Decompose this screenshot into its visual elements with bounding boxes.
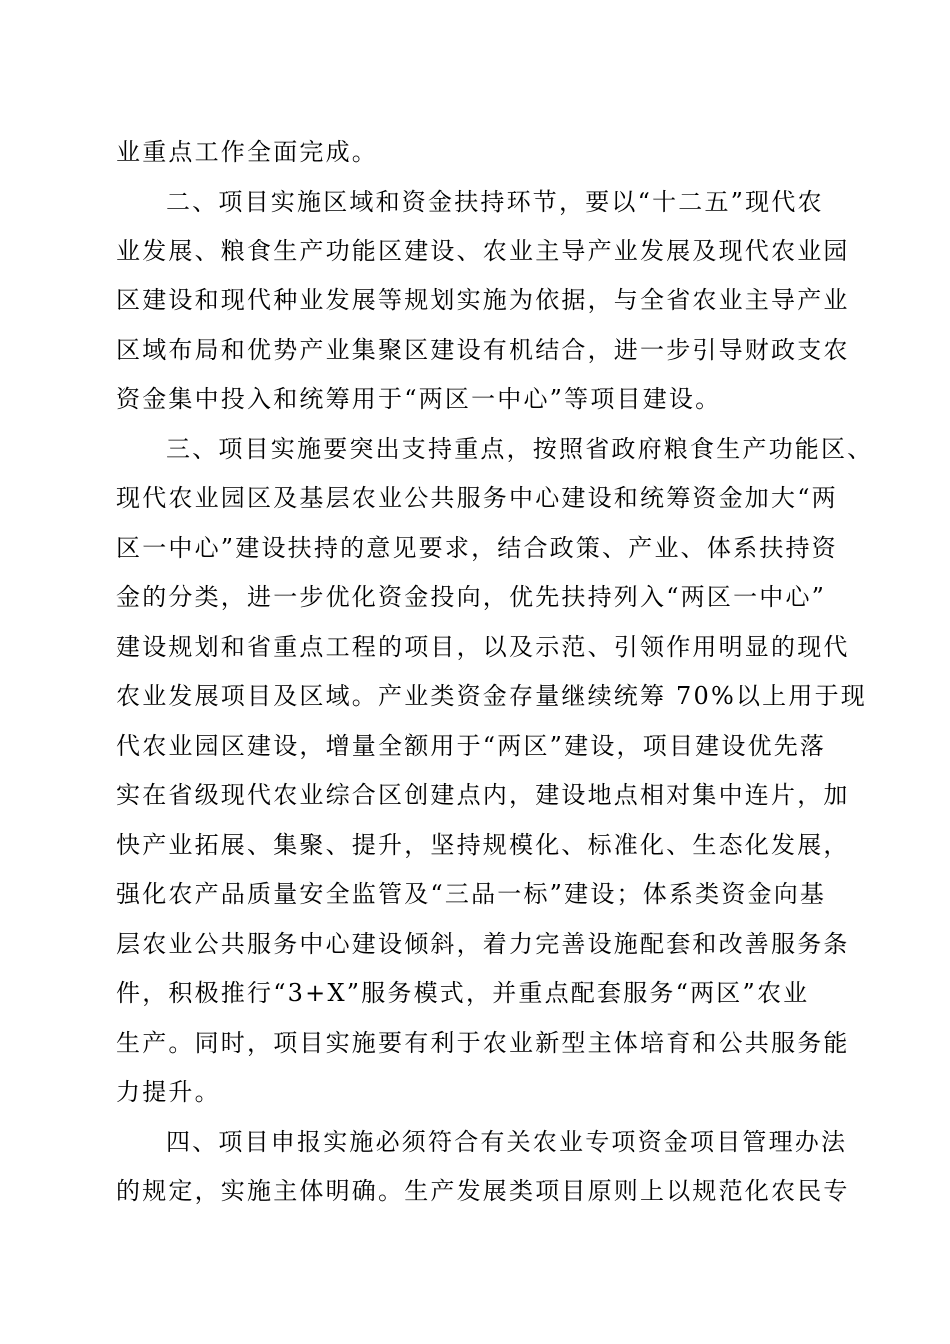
paragraph-start-line: 四、项目申报实施必须符合有关农业专项资金项目管理办法 [166, 1128, 848, 1156]
text-line: 力提升。 [116, 1078, 221, 1106]
text-line: 层农业公共服务中心建设倾斜，着力完善设施配套和改善服务条 [116, 930, 850, 958]
text-line: 件，积极推行“3+X”服务模式，并重点配套服务“两区”农业 [116, 979, 810, 1007]
text-line: 业重点工作全面完成。 [116, 138, 378, 166]
text-line: 生产。同时，项目实施要有利于农业新型主体培育和公共服务能 [116, 1029, 850, 1057]
text-line: 快产业拓展、集聚、提升，坚持规模化、标准化、生态化发展， [116, 831, 850, 859]
text-line: 资金集中投入和统筹用于“两区一中心”等项目建设。 [116, 385, 722, 413]
text-line: 区一中心”建设扶持的意见要求，结合政策、产业、体系扶持资 [116, 534, 838, 562]
text-line: 区域布局和优势产业集聚区建设有机结合，进一步引导财政支农 [116, 336, 850, 364]
text-line: 的规定，实施主体明确。生产发展类项目原则上以规范化农民专 [116, 1177, 850, 1205]
text-line: 建设规划和省重点工程的项目，以及示范、引领作用明显的现代 [116, 633, 850, 661]
text-line: 业发展、粮食生产功能区建设、农业主导产业发展及现代农业园 [116, 237, 850, 265]
paragraph-start-line: 二、项目实施区域和资金扶持环节，要以“十二五”现代农 [166, 188, 824, 216]
paragraph-start-line: 三、项目实施要突出支持重点，按照省政府粮食生产功能区、 [166, 435, 874, 463]
text-line: 强化农产品质量安全监管及“三品一标”建设；体系类资金向基 [116, 880, 827, 908]
text-line: 金的分类，进一步优化资金投向，优先扶持列入“两区一中心” [116, 583, 827, 611]
text-line: 区建设和现代种业发展等规划实施为依据，与全省农业主导产业 [116, 286, 850, 314]
text-line: 实在省级现代农业综合区创建点内，建设地点相对集中连片，加 [116, 781, 850, 809]
text-line: 现代农业园区及基层农业公共服务中心建设和统筹资金加大“两 [116, 484, 838, 512]
text-line: 代农业园区建设，增量全额用于“两区”建设，项目建设优先落 [116, 732, 827, 760]
text-line: 农业发展项目及区域。产业类资金存量继续统筹 70%以上用于现 [116, 682, 867, 710]
